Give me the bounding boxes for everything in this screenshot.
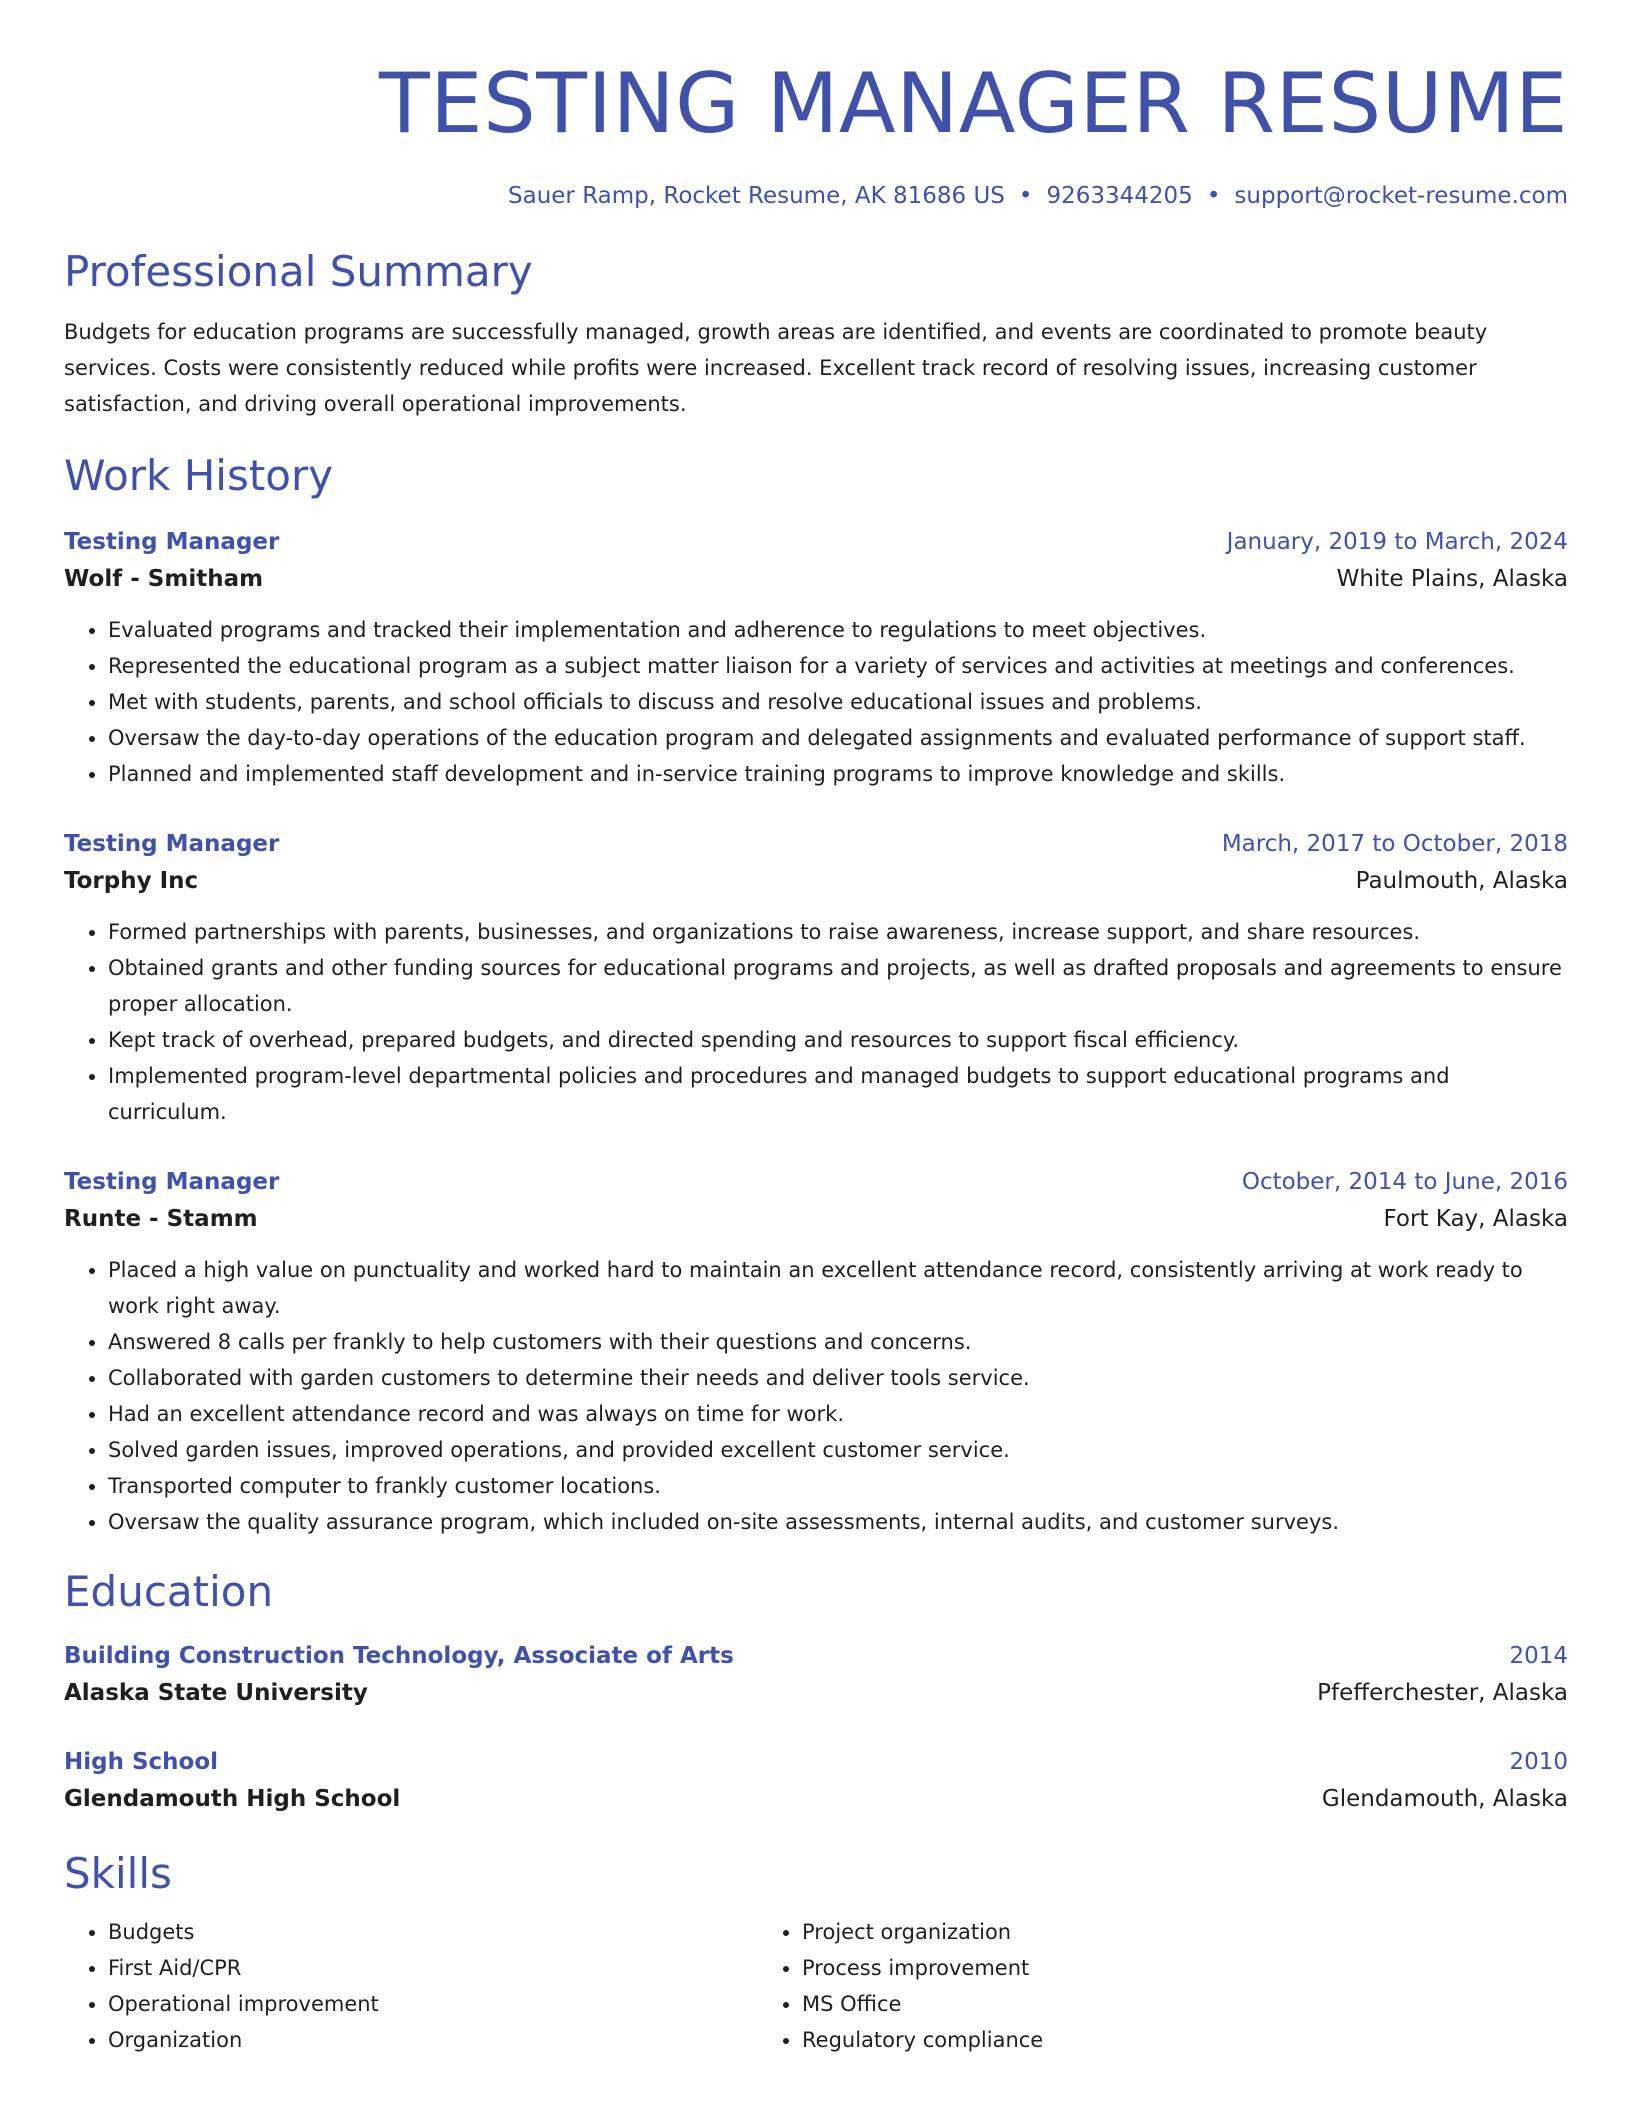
job-header-row <box>64 524 1568 560</box>
job-entry <box>64 524 1568 792</box>
section-title-skills: Skills <box>64 1849 172 1898</box>
job-bullet: • Oversaw the quality assurance program, which included on-site assessments, internal audits, and customer surveys. <box>108 1504 1568 1540</box>
education-header-row <box>64 1638 1568 1674</box>
job-company: Torphy Inc <box>64 868 199 894</box>
education-location: Glendamouth, Alaska <box>1321 1786 1568 1812</box>
job-dates: March, 2017 to October, 2018 <box>1221 831 1568 857</box>
education-school-row <box>64 1674 1568 1712</box>
job-entry <box>64 826 1568 1130</box>
skills-list-right <box>758 1914 1452 2058</box>
job-dates: October, 2014 to June, 2016 <box>1241 1169 1568 1195</box>
job-header-row <box>64 1164 1568 1200</box>
job-location: White Plains, Alaska <box>1336 566 1568 592</box>
job-bullet: • Transported computer to frankly customer locations. <box>108 1468 1568 1504</box>
skill-item: • First Aid/CPR <box>108 1950 758 1986</box>
skill-item: • Process improvement <box>802 1950 1452 1986</box>
contact-line <box>64 180 1568 212</box>
job-company: Runte - Stamm <box>64 1206 258 1232</box>
job-company-row <box>64 862 1568 900</box>
skill-item: • Budgets <box>108 1914 758 1950</box>
job-bullet: • Formed partnerships with parents, businesses, and organizations to raise awareness, increase support, and share resources. <box>108 914 1568 950</box>
education-school: Glendamouth High School <box>64 1786 401 1812</box>
job-bullet: • Implemented program-level departmental policies and procedures and managed budgets to support educational programs and curriculum. <box>108 1058 1568 1130</box>
job-bullet: • Collaborated with garden customers to determine their needs and deliver tools service. <box>108 1360 1568 1396</box>
education-degree: Building Construction Technology, Associate of Arts <box>64 1643 734 1669</box>
job-role: Testing Manager <box>64 529 280 555</box>
job-bullets <box>64 1252 1568 1540</box>
job-bullets <box>64 612 1568 792</box>
education-degree: High School <box>64 1749 219 1775</box>
education-year: 2010 <box>1509 1749 1568 1775</box>
skill-item: • Project organization <box>802 1914 1452 1950</box>
contact-address: Sauer Ramp, Rocket Resume, AK 81686 US <box>508 183 1005 209</box>
job-dates: January, 2019 to March, 2024 <box>1226 529 1568 555</box>
job-bullet: • Evaluated programs and tracked their implementation and adherence to regulations to meet objectives. <box>108 612 1568 648</box>
education-location: Pfefferchester, Alaska <box>1317 1680 1568 1706</box>
job-header-row <box>64 826 1568 862</box>
job-bullet: • Kept track of overhead, prepared budgets, and directed spending and resources to support fiscal efficiency. <box>108 1022 1568 1058</box>
job-company-row <box>64 1200 1568 1238</box>
education-school-row <box>64 1780 1568 1818</box>
job-bullet: • Planned and implemented staff development and in-service training programs to improve knowledge and skills. <box>108 756 1568 792</box>
skill-item: • MS Office <box>802 1986 1452 2022</box>
contact-separator: • <box>1206 183 1221 209</box>
job-location: Fort Kay, Alaska <box>1383 1206 1568 1232</box>
job-location: Paulmouth, Alaska <box>1355 868 1568 894</box>
job-bullet: • Had an excellent attendance record and was always on time for work. <box>108 1396 1568 1432</box>
section-title-summary: Professional Summary <box>64 247 533 296</box>
contact-phone: 9263344205 <box>1046 183 1193 209</box>
job-bullet: • Placed a high value on punctuality and worked hard to maintain an excellent attendance record, consistently arriving at work ready to work right away. <box>108 1252 1568 1324</box>
education-header-row <box>64 1744 1568 1780</box>
education-school: Alaska State University <box>64 1680 368 1706</box>
job-bullet: • Obtained grants and other funding sources for educational programs and projects, as well as drafted proposals and agreements to ensure proper allocation. <box>108 950 1568 1022</box>
skills-columns <box>64 1914 1568 2058</box>
job-company: Wolf - Smitham <box>64 566 264 592</box>
resume-title: TESTING MANAGER RESUME <box>378 55 1568 152</box>
resume-header <box>64 56 1568 212</box>
job-company-row <box>64 560 1568 598</box>
education-entry <box>64 1638 1568 1712</box>
section-title-work-history: Work History <box>64 451 334 500</box>
job-entry <box>64 1164 1568 1540</box>
contact-separator: • <box>1018 183 1033 209</box>
job-role: Testing Manager <box>64 1169 280 1195</box>
contact-email: support@rocket-resume.com <box>1234 183 1568 209</box>
summary-text: Budgets for education programs are successfully managed, growth areas are identified, and events are coordinated to promote beauty services. Costs were consistently reduced while profits were increased. Excellent track record of resolving issues, increasing customer satisfaction, and driving overall operational improvements. <box>64 320 1488 416</box>
education-year: 2014 <box>1509 1643 1568 1669</box>
job-bullet: • Oversaw the day-to-day operations of the education program and delegated assignments and evaluated performance of support staff. <box>108 720 1568 756</box>
job-bullet: • Answered 8 calls per frankly to help customers with their questions and concerns. <box>108 1324 1568 1360</box>
job-bullets <box>64 914 1568 1130</box>
job-bullet: • Represented the educational program as a subject matter liaison for a variety of services and activities at meetings and conferences. <box>108 648 1568 684</box>
education-entry <box>64 1744 1568 1818</box>
skill-item: • Organization <box>108 2022 758 2058</box>
section-title-education: Education <box>64 1567 274 1616</box>
skill-item: • Operational improvement <box>108 1986 758 2022</box>
job-bullet: • Met with students, parents, and school officials to discuss and resolve educational issues and problems. <box>108 684 1568 720</box>
skill-item: • Regulatory compliance <box>802 2022 1452 2058</box>
job-role: Testing Manager <box>64 831 280 857</box>
job-bullet: • Solved garden issues, improved operations, and provided excellent customer service. <box>108 1432 1568 1468</box>
skills-list-left <box>64 1914 758 2058</box>
